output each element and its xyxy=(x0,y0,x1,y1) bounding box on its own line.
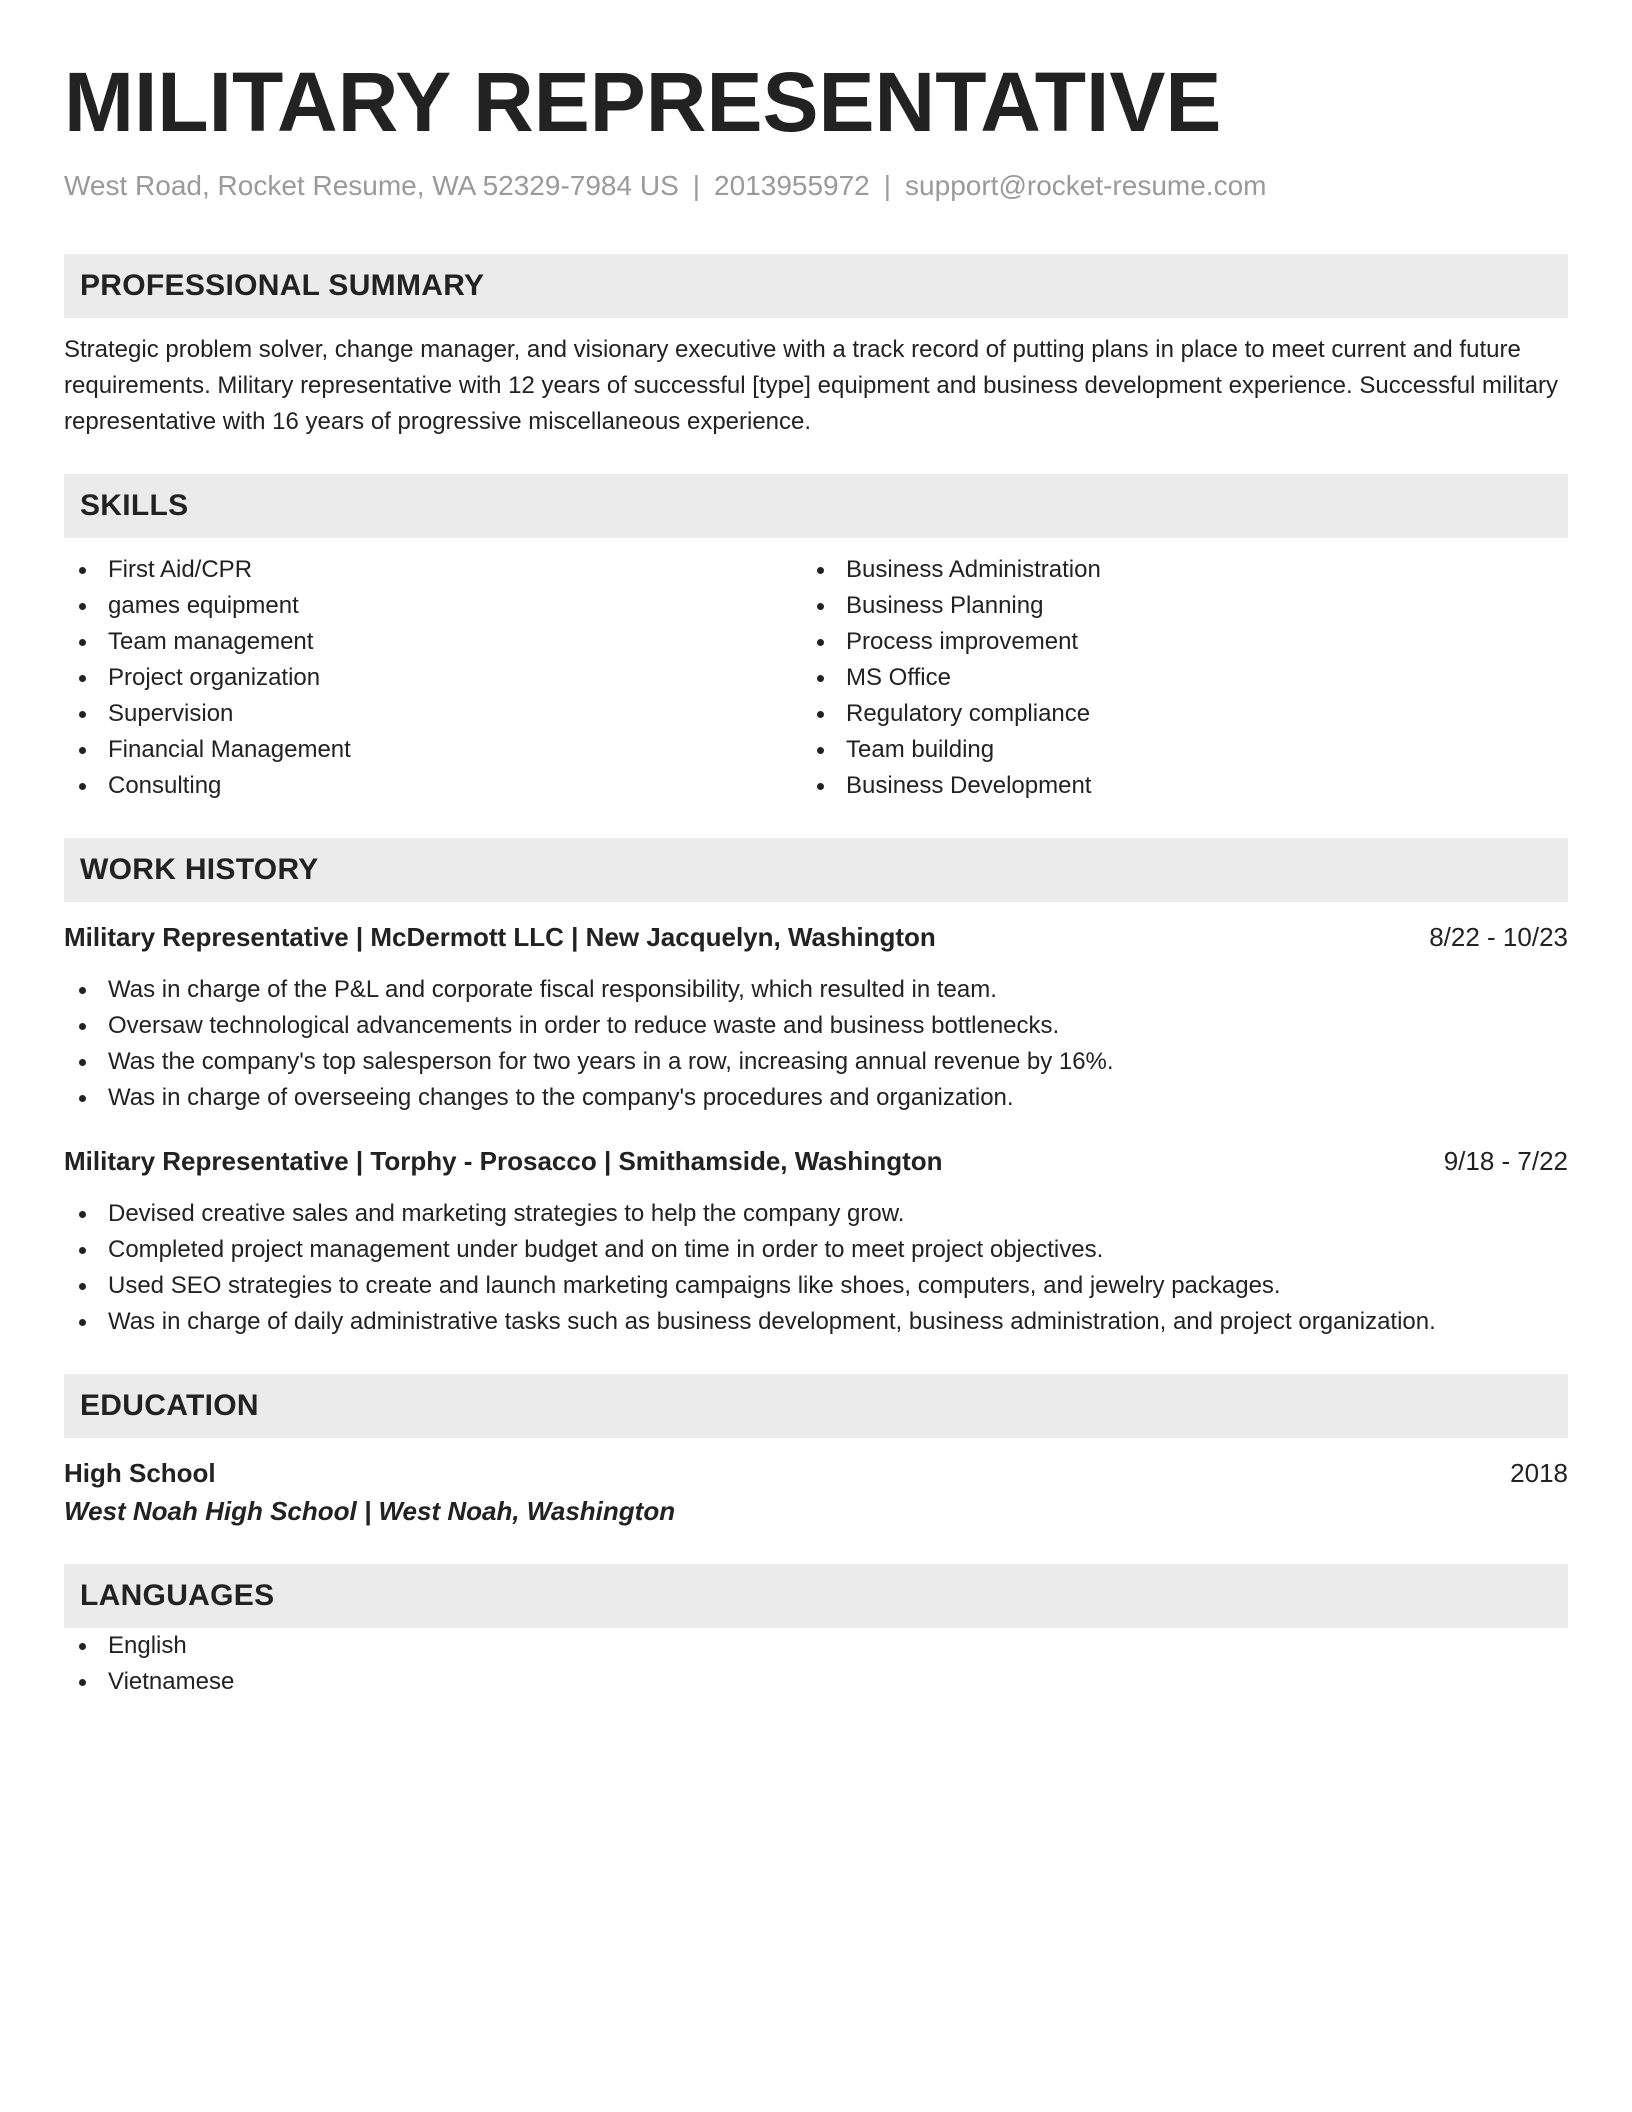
bullet-dot-icon xyxy=(79,567,86,574)
contact-email: support@rocket-resume.com xyxy=(905,170,1267,201)
job-dates: 8/22 - 10/23 xyxy=(1429,922,1568,952)
skill-label: MS Office xyxy=(846,664,951,691)
job-bullet xyxy=(64,1268,1568,1304)
skill-item xyxy=(802,552,1540,588)
job-dates: 9/18 - 7/22 xyxy=(1443,1146,1568,1176)
skill-item xyxy=(64,624,802,660)
skill-item xyxy=(802,696,1540,732)
education-row xyxy=(64,1454,1568,1492)
bullet-dot-icon xyxy=(817,711,824,718)
skill-label: Regulatory compliance xyxy=(846,700,1091,727)
skill-label: Financial Management xyxy=(108,736,351,763)
job-bullet-text: Oversaw technological advancements in order to reduce waste and business bottlenecks. xyxy=(108,1012,1060,1039)
contact-separator: | xyxy=(883,170,892,201)
education-year: 2018 xyxy=(1510,1458,1568,1488)
summary-heading: PROFESSIONAL SUMMARY xyxy=(64,254,1568,318)
bullet-dot-icon xyxy=(817,675,824,682)
skill-label: Consulting xyxy=(108,772,222,799)
languages-list xyxy=(64,1628,1568,1700)
bullet-dot-icon xyxy=(817,567,824,574)
language-item xyxy=(64,1628,1568,1664)
bullet-dot-icon xyxy=(79,603,86,610)
skill-item xyxy=(802,732,1540,768)
bullet-dot-icon xyxy=(79,783,86,790)
skills-grid xyxy=(64,552,1568,804)
job-bullet-text: Used SEO strategies to create and launch marketing campaigns like shoes, computers, and jewelry packages. xyxy=(108,1272,1281,1299)
job-title: Military Representative | Torphy - Prosacco | Smithamside, Washington xyxy=(64,1146,943,1176)
bullet-dot-icon xyxy=(817,747,824,754)
summary-text: Strategic problem solver, change manager, and visionary executive with a track record of putting plans in place to meet current and future requirements. Military representative with 12 years of successful [type] equipment and business development experience. Successful military representative with 16 years of progressive miscellaneous experience. xyxy=(64,336,1559,435)
job-bullet xyxy=(64,1008,1568,1044)
skill-label: First Aid/CPR xyxy=(108,556,253,583)
job-bullet xyxy=(64,1232,1568,1268)
language-label: English xyxy=(108,1632,187,1659)
contact-phone: 2013955972 xyxy=(714,170,870,201)
job-bullet-text: Was in charge of daily administrative tasks such as business development, business administration, and project organization. xyxy=(108,1308,1436,1335)
job-bullet-text: Was in charge of overseeing changes to the company's procedures and organization. xyxy=(108,1084,1014,1111)
skill-label: Business Administration xyxy=(846,556,1101,583)
education-degree: High School xyxy=(64,1458,216,1488)
skill-item xyxy=(64,696,802,732)
education-school: West Noah High School | West Noah, Washington xyxy=(64,1496,676,1526)
bullet-dot-icon xyxy=(817,639,824,646)
bullet-dot-icon xyxy=(79,747,86,754)
contact-separator: | xyxy=(692,170,701,201)
bullet-dot-icon xyxy=(79,1095,86,1102)
bullet-dot-icon xyxy=(79,1319,86,1326)
job-bullets xyxy=(64,972,1568,1116)
job-bullet xyxy=(64,972,1568,1008)
skill-item xyxy=(64,768,802,804)
bullet-dot-icon xyxy=(79,987,86,994)
job-entry xyxy=(64,918,1568,1116)
bullet-dot-icon xyxy=(79,1283,86,1290)
skill-label: Business Planning xyxy=(846,592,1044,619)
skills-heading: SKILLS xyxy=(64,474,1568,538)
job-bullet xyxy=(64,1080,1568,1116)
job-entry xyxy=(64,1142,1568,1340)
contact-line xyxy=(64,166,1568,206)
education-heading: EDUCATION xyxy=(64,1374,1568,1438)
skill-item xyxy=(64,732,802,768)
skill-item xyxy=(64,552,802,588)
skill-item xyxy=(802,768,1540,804)
bullet-dot-icon xyxy=(79,711,86,718)
job-bullet-text: Completed project management under budget and on time in order to meet project objectives. xyxy=(108,1236,1104,1263)
skill-label: games equipment xyxy=(108,592,299,619)
skill-label: Team management xyxy=(108,628,314,655)
job-bullets xyxy=(64,1196,1568,1340)
bullet-dot-icon xyxy=(79,1679,86,1686)
skill-item xyxy=(802,660,1540,696)
skills-right-column xyxy=(802,552,1540,804)
language-item xyxy=(64,1664,1568,1700)
bullet-dot-icon xyxy=(817,603,824,610)
job-bullet xyxy=(64,1304,1568,1340)
job-title-row xyxy=(64,1142,1568,1180)
job-bullet xyxy=(64,1044,1568,1080)
bullet-dot-icon xyxy=(79,639,86,646)
bullet-dot-icon xyxy=(79,675,86,682)
languages-heading: LANGUAGES xyxy=(64,1564,1568,1628)
job-title-row xyxy=(64,918,1568,956)
language-label: Vietnamese xyxy=(108,1668,235,1695)
bullet-dot-icon xyxy=(79,1247,86,1254)
bullet-dot-icon xyxy=(79,1643,86,1650)
skill-label: Supervision xyxy=(108,700,234,727)
skill-label: Business Development xyxy=(846,772,1092,799)
bullet-dot-icon xyxy=(79,1023,86,1030)
skill-label: Process improvement xyxy=(846,628,1079,655)
skill-item xyxy=(64,588,802,624)
skill-label: Project organization xyxy=(108,664,321,691)
skill-item xyxy=(802,624,1540,660)
candidate-name: MILITARY REPRESENTATIVE xyxy=(64,55,1222,149)
bullet-dot-icon xyxy=(79,1059,86,1066)
job-bullet-text: Was the company's top salesperson for two years in a row, increasing annual revenue by 16%. xyxy=(108,1048,1114,1075)
skill-item xyxy=(802,588,1540,624)
job-bullet xyxy=(64,1196,1568,1232)
skill-item xyxy=(64,660,802,696)
bullet-dot-icon xyxy=(79,1211,86,1218)
bullet-dot-icon xyxy=(817,783,824,790)
skill-label: Team building xyxy=(846,736,995,763)
job-bullet-text: Was in charge of the P&L and corporate fiscal responsibility, which resulted in team. xyxy=(108,976,997,1003)
skills-left-column xyxy=(64,552,802,804)
job-bullet-text: Devised creative sales and marketing strategies to help the company grow. xyxy=(108,1200,905,1227)
contact-address: West Road, Rocket Resume, WA 52329-7984 US xyxy=(64,170,679,201)
work-history-heading: WORK HISTORY xyxy=(64,838,1568,902)
job-title: Military Representative | McDermott LLC | New Jacquelyn, Washington xyxy=(64,922,936,952)
